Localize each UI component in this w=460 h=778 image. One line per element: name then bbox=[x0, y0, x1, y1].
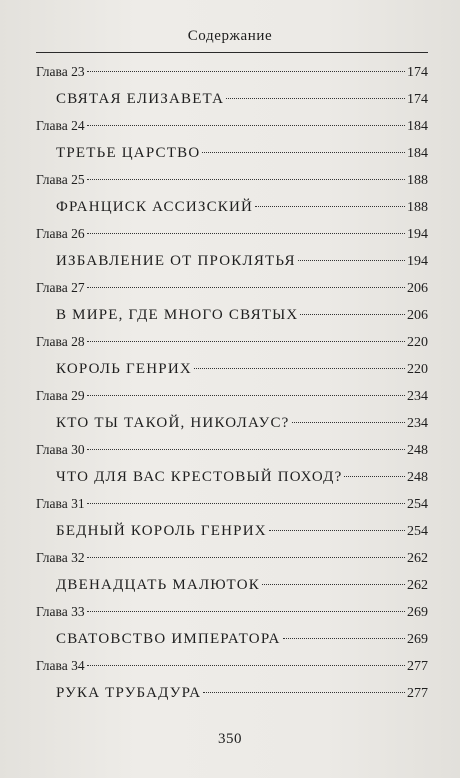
chapter-label: Глава 28 bbox=[36, 334, 85, 349]
chapter-title: ФРАНЦИСК АССИЗСКИЙ bbox=[56, 199, 254, 215]
dot-leader bbox=[87, 71, 405, 72]
dot-leader bbox=[194, 368, 405, 369]
toc-chapter-row bbox=[36, 550, 428, 567]
page-number: 350 bbox=[218, 731, 242, 747]
toc-title-row bbox=[56, 577, 428, 594]
title-page-number: 174 bbox=[407, 92, 428, 107]
title-page-number: 248 bbox=[407, 470, 428, 485]
chapter-page-number: 174 bbox=[407, 65, 428, 80]
chapter-title: ИЗБАВЛЕНИЕ ОТ ПРОКЛЯТЬЯ bbox=[56, 253, 296, 269]
title-page-number: 234 bbox=[407, 416, 428, 431]
chapter-page-number: 184 bbox=[407, 119, 428, 134]
title-page-number: 194 bbox=[407, 254, 428, 269]
dot-leader bbox=[87, 395, 405, 396]
title-page-number: 269 bbox=[407, 632, 428, 647]
chapter-label: Глава 23 bbox=[36, 64, 85, 79]
toc-title-row bbox=[56, 145, 428, 162]
chapter-title: СВЯТАЯ ЕЛИЗАВЕТА bbox=[56, 91, 225, 107]
dot-leader bbox=[87, 233, 405, 234]
dot-leader bbox=[87, 179, 405, 180]
chapter-page-number: 269 bbox=[407, 605, 428, 620]
chapter-label: Глава 33 bbox=[36, 604, 85, 619]
chapter-label: Глава 30 bbox=[36, 442, 85, 457]
toc-title-row bbox=[56, 253, 428, 270]
toc-chapter-row bbox=[36, 442, 428, 459]
chapter-title: В МИРЕ, ГДЕ МНОГО СВЯТЫХ bbox=[56, 307, 299, 323]
dot-leader bbox=[87, 503, 405, 504]
chapter-title: ЧТО ДЛЯ ВАС КРЕСТОВЫЙ ПОХОД? bbox=[56, 469, 343, 485]
toc-title-row bbox=[56, 199, 428, 216]
toc-chapter-row bbox=[36, 280, 428, 297]
dot-leader bbox=[283, 638, 406, 639]
toc-chapter-row bbox=[36, 172, 428, 189]
chapter-title: ДВЕНАДЦАТЬ МАЛЮТОК bbox=[56, 577, 260, 593]
toc-chapter-row bbox=[36, 658, 428, 675]
chapter-label: Глава 26 bbox=[36, 226, 85, 241]
chapter-title: ТРЕТЬЕ ЦАРСТВО bbox=[56, 145, 201, 161]
dot-leader bbox=[226, 98, 405, 99]
toc-title-row bbox=[56, 361, 428, 378]
toc-title-row bbox=[56, 685, 428, 702]
toc-title-row bbox=[56, 469, 428, 486]
chapter-page-number: 220 bbox=[407, 335, 428, 350]
dot-leader bbox=[87, 287, 405, 288]
page-header-title: Содержание bbox=[187, 28, 273, 44]
header-rule bbox=[36, 52, 428, 53]
toc-title-row bbox=[56, 91, 428, 108]
title-page-number: 277 bbox=[407, 686, 428, 701]
chapter-label: Глава 32 bbox=[36, 550, 85, 565]
toc-title-row bbox=[56, 307, 428, 324]
toc-title-row bbox=[56, 415, 428, 432]
title-page-number: 262 bbox=[407, 578, 428, 593]
dot-leader bbox=[87, 125, 405, 126]
chapter-page-number: 194 bbox=[407, 227, 428, 242]
dot-leader bbox=[203, 692, 405, 693]
chapter-page-number: 234 bbox=[407, 389, 428, 404]
chapter-page-number: 277 bbox=[407, 659, 428, 674]
chapter-title: КТО ТЫ ТАКОЙ, НИКОЛАУС? bbox=[56, 415, 290, 431]
chapter-page-number: 254 bbox=[407, 497, 428, 512]
chapter-label: Глава 34 bbox=[36, 658, 85, 673]
chapter-title: КОРОЛЬ ГЕНРИХ bbox=[56, 361, 192, 377]
chapter-label: Глава 27 bbox=[36, 280, 85, 295]
dot-leader bbox=[300, 314, 405, 315]
chapter-title: РУКА ТРУБАДУРА bbox=[56, 685, 202, 701]
dot-leader bbox=[87, 449, 405, 450]
chapter-page-number: 188 bbox=[407, 173, 428, 188]
dot-leader bbox=[87, 557, 405, 558]
dot-leader bbox=[292, 422, 405, 423]
title-page-number: 188 bbox=[407, 200, 428, 215]
chapter-page-number: 248 bbox=[407, 443, 428, 458]
dot-leader bbox=[298, 260, 405, 261]
chapter-title: БЕДНЫЙ КОРОЛЬ ГЕНРИХ bbox=[56, 523, 267, 539]
dot-leader bbox=[87, 665, 405, 666]
toc-chapter-row bbox=[36, 496, 428, 513]
chapter-label: Глава 25 bbox=[36, 172, 85, 187]
dot-leader bbox=[87, 611, 405, 612]
toc-chapter-row bbox=[36, 604, 428, 621]
dot-leader bbox=[255, 206, 405, 207]
dot-leader bbox=[87, 341, 405, 342]
toc-chapter-row bbox=[36, 118, 428, 135]
toc-chapter-row bbox=[36, 226, 428, 243]
chapter-label: Глава 29 bbox=[36, 388, 85, 403]
toc-chapter-row bbox=[36, 388, 428, 405]
chapter-label: Глава 31 bbox=[36, 496, 85, 511]
toc-chapter-row bbox=[36, 334, 428, 351]
title-page-number: 206 bbox=[407, 308, 428, 323]
dot-leader bbox=[269, 530, 405, 531]
toc-title-row bbox=[56, 523, 428, 540]
chapter-label: Глава 24 bbox=[36, 118, 85, 133]
chapter-page-number: 206 bbox=[407, 281, 428, 296]
chapter-title: СВАТОВСТВО ИМПЕРАТОРА bbox=[56, 631, 281, 647]
title-page-number: 184 bbox=[407, 146, 428, 161]
chapter-page-number: 262 bbox=[407, 551, 428, 566]
toc-title-row bbox=[56, 631, 428, 648]
toc-chapter-row bbox=[36, 64, 428, 81]
dot-leader bbox=[262, 584, 405, 585]
title-page-number: 254 bbox=[407, 524, 428, 539]
title-page-number: 220 bbox=[407, 362, 428, 377]
dot-leader bbox=[344, 476, 405, 477]
dot-leader bbox=[202, 152, 405, 153]
